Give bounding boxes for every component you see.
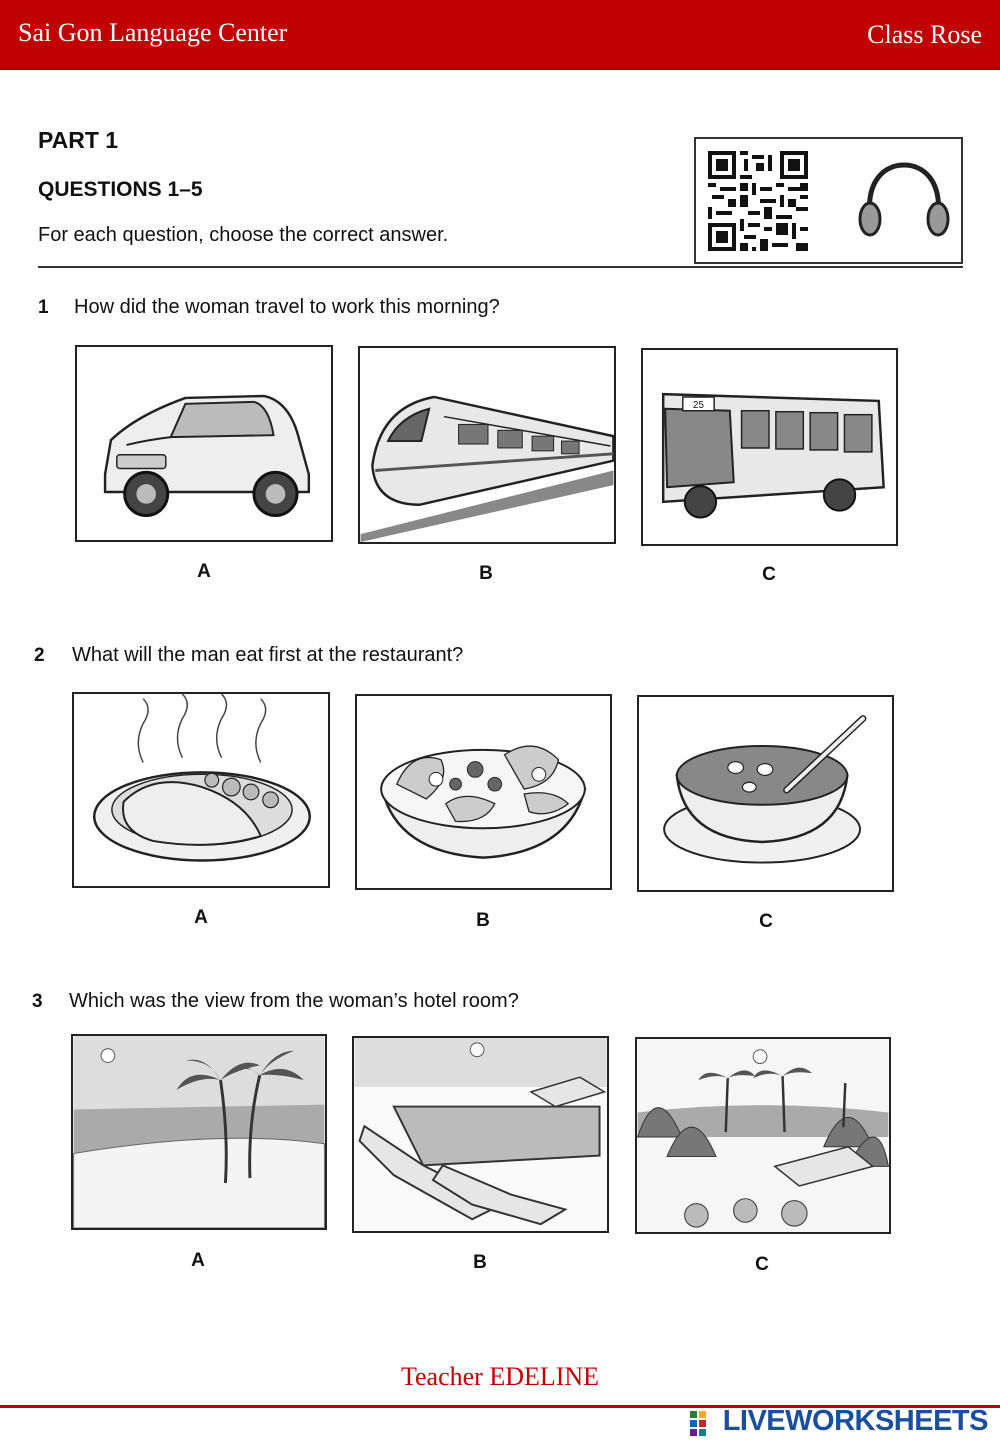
roast-chicken-icon [74, 694, 328, 886]
q3-option-c-image[interactable] [635, 1037, 891, 1234]
brand-name[interactable]: LIVEWORKSHEETS [722, 1405, 988, 1437]
question-1-text: How did the woman travel to work this morning? [74, 296, 500, 318]
q1-option-a-image[interactable] [75, 345, 333, 542]
qr-code-icon[interactable] [708, 151, 808, 251]
q3-option-b-image[interactable] [352, 1036, 609, 1233]
q3-option-a-image[interactable] [71, 1034, 327, 1230]
q1-label-a: A [197, 561, 211, 582]
liveworksheets-logo-icon [690, 1411, 716, 1437]
garden-icon [637, 1039, 889, 1232]
train-icon [360, 348, 614, 542]
question-2-text: What will the man eat first at the restaurant? [72, 644, 464, 666]
divider [38, 266, 963, 268]
q2-label-c: C [759, 911, 773, 932]
questions-range: QUESTIONS 1–5 [38, 178, 203, 201]
q2-label-b: B [476, 910, 490, 931]
bus-number: 25 [693, 399, 704, 411]
q2-option-a-image[interactable] [72, 692, 330, 888]
q2-option-b-image[interactable] [355, 694, 612, 890]
question-3-number: 3 [32, 991, 43, 1012]
swimming-pool-icon [354, 1038, 607, 1231]
headphones-icon [856, 159, 952, 241]
class-name: Class Rose [867, 20, 982, 49]
soup-icon [639, 697, 892, 890]
part-title: PART 1 [38, 127, 119, 153]
question-2-number: 2 [34, 645, 45, 666]
q3-label-a: A [191, 1250, 205, 1271]
bus-icon [643, 350, 896, 544]
instructions: For each question, choose the correct answer. [38, 224, 449, 246]
teacher-name: Teacher EDELINE [400, 1362, 600, 1391]
q1-option-b-image[interactable] [358, 346, 616, 544]
q1-label-b: B [479, 563, 493, 584]
q2-label-a: A [194, 907, 208, 928]
q1-label-c: C [762, 564, 776, 585]
q1-option-c-image[interactable] [641, 348, 898, 546]
q3-label-c: C [755, 1254, 769, 1275]
salad-icon [357, 696, 610, 888]
audio-box[interactable] [694, 137, 963, 264]
center-name: Sai Gon Language Center [18, 18, 288, 47]
q2-option-c-image[interactable] [637, 695, 894, 892]
car-icon [77, 347, 331, 540]
beach-icon [73, 1036, 325, 1228]
header-bar [0, 0, 1000, 70]
question-1-number: 1 [38, 297, 49, 318]
question-3-text: Which was the view from the woman’s hotel room? [69, 990, 519, 1012]
q3-label-b: B [473, 1252, 487, 1273]
